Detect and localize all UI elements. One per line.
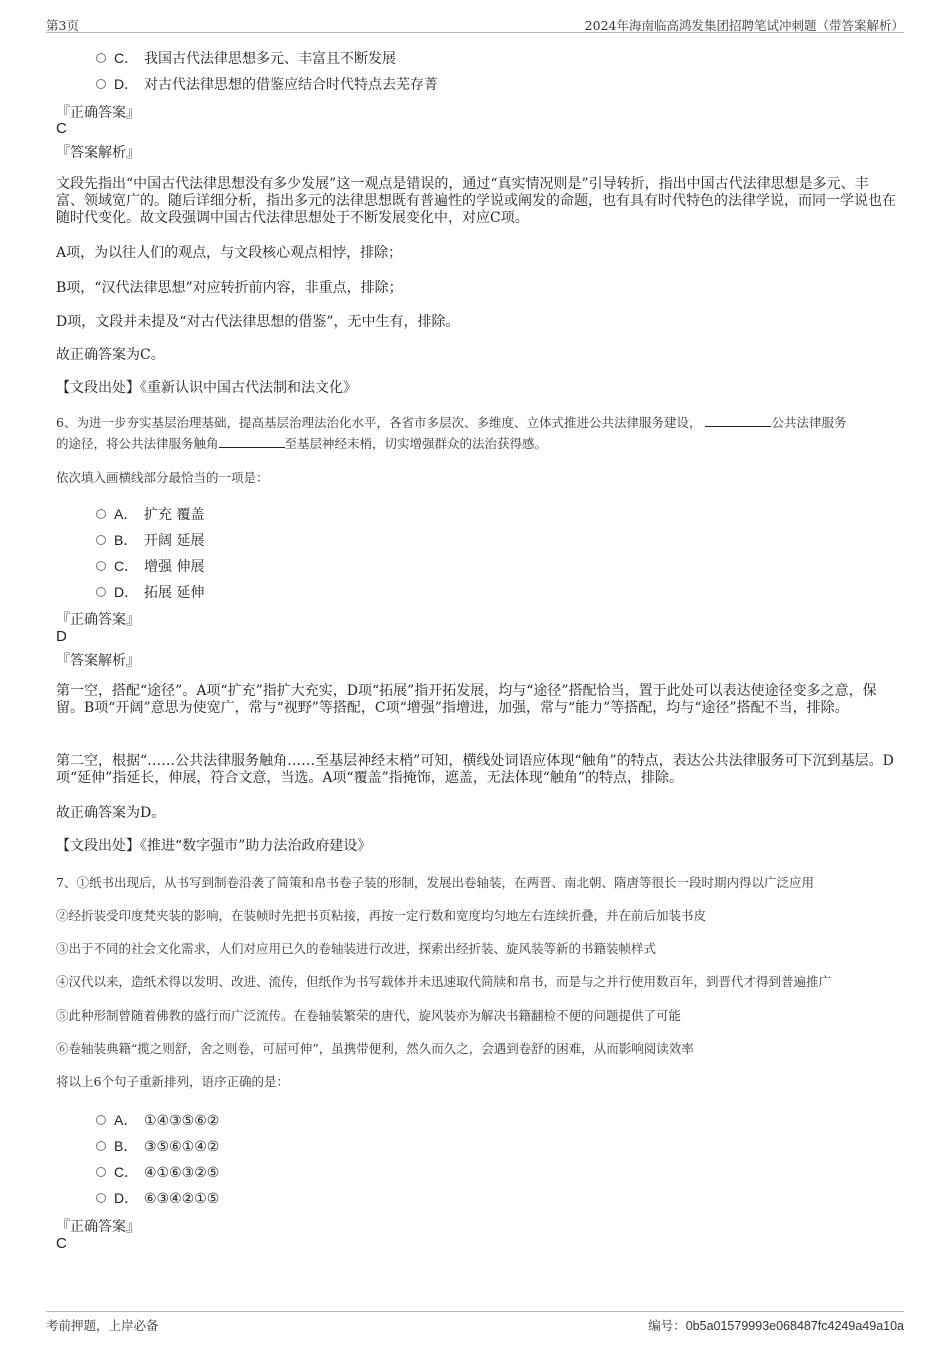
document-title: 2024年海南临高鸿发集团招聘笔试冲刺题（带答案解析） — [584, 18, 904, 33]
q7-option-b[interactable]: B． ③⑤⑥①④② — [96, 1136, 219, 1156]
radio-icon[interactable] — [96, 561, 106, 571]
q7-sentence-2: ②经折装受印度梵夹装的影响，在装帧时先把书页粘接，再按一定行数和宽度均匀地左右连续折叠，并在前后加装书皮 — [56, 908, 707, 923]
radio-icon[interactable] — [96, 587, 106, 597]
q6-option-c[interactable]: C． 增强 伸展 — [96, 556, 204, 576]
footer-slogan: 考前押题，上岸必备 — [46, 1318, 159, 1333]
q6-answer: D — [56, 628, 67, 645]
q6-source: 【文段出处】《推进“数字强市”助力法治政府建设》 — [56, 838, 372, 854]
q6-analysis-label: 『答案解析』 — [56, 653, 140, 669]
q6-prompt: 依次填入画横线部分最恰当的一项是： — [56, 470, 269, 485]
radio-icon[interactable] — [96, 1141, 106, 1151]
q7-sentence-6: ⑥卷轴装典籍“揽之则舒，舍之则卷，可屈可伸”，虽携带便利，然久而久之，会遇到卷舒的困难，从而影响阅读效率 — [56, 1041, 694, 1056]
radio-icon[interactable] — [96, 1115, 106, 1125]
q7-answer: C — [56, 1235, 67, 1252]
q5-analysis-label: 『答案解析』 — [56, 145, 140, 161]
q7-sentence-4: ④汉代以来，造纸术得以发明、改进、流传，但纸作为书写载体并未迅速取代简牍和帛书，而是与之并行使用数百年，到晋代才得到普遍推广 — [56, 974, 832, 989]
q5-analysis-b: B项，“汉代法律思想”对应转折前内容，非重点，排除； — [56, 280, 403, 296]
page-header — [46, 14, 904, 33]
radio-icon[interactable] — [96, 53, 106, 63]
q5-analysis-a: A项，为以往人们的观点，与文段核心观点相悖，排除； — [56, 245, 403, 261]
q5-answer-label: 『正确答案』 — [56, 105, 140, 121]
radio-icon[interactable] — [96, 1167, 106, 1177]
blank-2 — [219, 435, 285, 448]
q6-analysis-2: 第二空，根据“……公共法律服务触角……至基层神经末梢”可知，横线处词语应体现“触角”的特点，表达公共法律服务可下沉到基层。D项“延伸”指延长，伸展，符合文意，当选。A项“覆盖”指掩饰，遮盖，无法体现“触角”的特点，排除。 — [56, 753, 894, 786]
q5-conclusion: 故正确答案为C。 — [56, 347, 165, 363]
radio-icon[interactable] — [96, 79, 106, 89]
q5-source: 【文段出处】《重新认识中国古代法制和法文化》 — [56, 380, 357, 396]
q6-conclusion: 故正确答案为D。 — [56, 805, 166, 821]
radio-icon[interactable] — [96, 535, 106, 545]
q6-option-b[interactable]: B． 开阔 延展 — [96, 530, 204, 550]
q6-stem: 6、为进一步夯实基层治理基础，提高基层治理法治化水平，各省市多层次、多维度、立体式推进公共法律服务建设， 公共法律服务 的途径，将公共法律服务触角 至基层神经末梢，切实增强群众的法治获得感。 — [56, 415, 847, 451]
blank-1 — [705, 414, 771, 427]
q7-sentence-1: 7、①纸书出现后，从书写到制卷沿袭了简策和帛书卷子装的形制，发展出卷轴装，在两晋、南北朝、隋唐等很长一段时期内得以广泛应用 — [56, 875, 814, 890]
q7-sentence-5: ⑤此种形制曾随着佛教的盛行而广泛流传。在卷轴装繁荣的唐代，旋风装亦为解决书籍翻检不便的问题提供了可能 — [56, 1008, 682, 1023]
radio-icon[interactable] — [96, 509, 106, 519]
q5-option-d[interactable]: D． 对古代法律思想的借鉴应结合时代特点去芜存菁 — [96, 74, 438, 94]
q6-analysis-1: 第一空，搭配“途径”。A项“扩充”指扩大充实，D项“拓展”指开拓发展，均与“途径”搭配恰当，置于此处可以表达使途径变多之意，保留。B项“开阔”意思为使宽广，常与“视野”等搭配，C项“增强”指增进，加强，常与“能力”等搭配，均与“途径”搭配不当，排除。 — [56, 683, 877, 716]
q7-prompt: 将以上6个句子重新排列，语序正确的是： — [56, 1074, 289, 1089]
page-number: 第3页 — [46, 18, 79, 33]
q6-option-a[interactable]: A． 扩充 覆盖 — [96, 504, 204, 524]
q5-answer: C — [56, 120, 67, 137]
page-footer — [46, 1311, 904, 1334]
q7-sentence-3: ③出于不同的社会文化需求，人们对应用已久的卷轴装进行改进，探索出经折装、旋风装等新的书籍装帧样式 — [56, 941, 657, 956]
q5-option-c[interactable]: C． 我国古代法律思想多元、丰富且不断发展 — [96, 48, 396, 68]
q6-option-d[interactable]: D． 拓展 延伸 — [96, 582, 204, 602]
radio-icon[interactable] — [96, 1193, 106, 1203]
q5-analysis-d: D项，文段并未提及“对古代法律思想的借鉴”，无中生有，排除。 — [56, 314, 460, 330]
q7-option-d[interactable]: D． ⑥③④②①⑤ — [96, 1188, 219, 1208]
document-code: 编号：0b5a01579993e068487fc4249a49a10a — [648, 1319, 904, 1333]
q7-answer-label: 『正确答案』 — [56, 1219, 140, 1235]
q7-option-c[interactable]: C． ④①⑥③②⑤ — [96, 1162, 219, 1182]
q6-answer-label: 『正确答案』 — [56, 612, 140, 628]
q7-option-a[interactable]: A． ①④③⑤⑥② — [96, 1110, 219, 1130]
q5-analysis-text: 文段先指出“中国古代法律思想没有多少发展”这一观点是错误的，通过“真实情况则是”引导转折，指出中国古代法律思想是多元、丰富、领域宽广的。随后详细分析，指出多元的法律思想既有普遍性的学说或阐发的命题，也有具有时代特色的法律学说，而同一学说也在随时代变化。故文段强调中国古代法律思想处于不断发展变化中，对应C项。 — [56, 176, 896, 226]
